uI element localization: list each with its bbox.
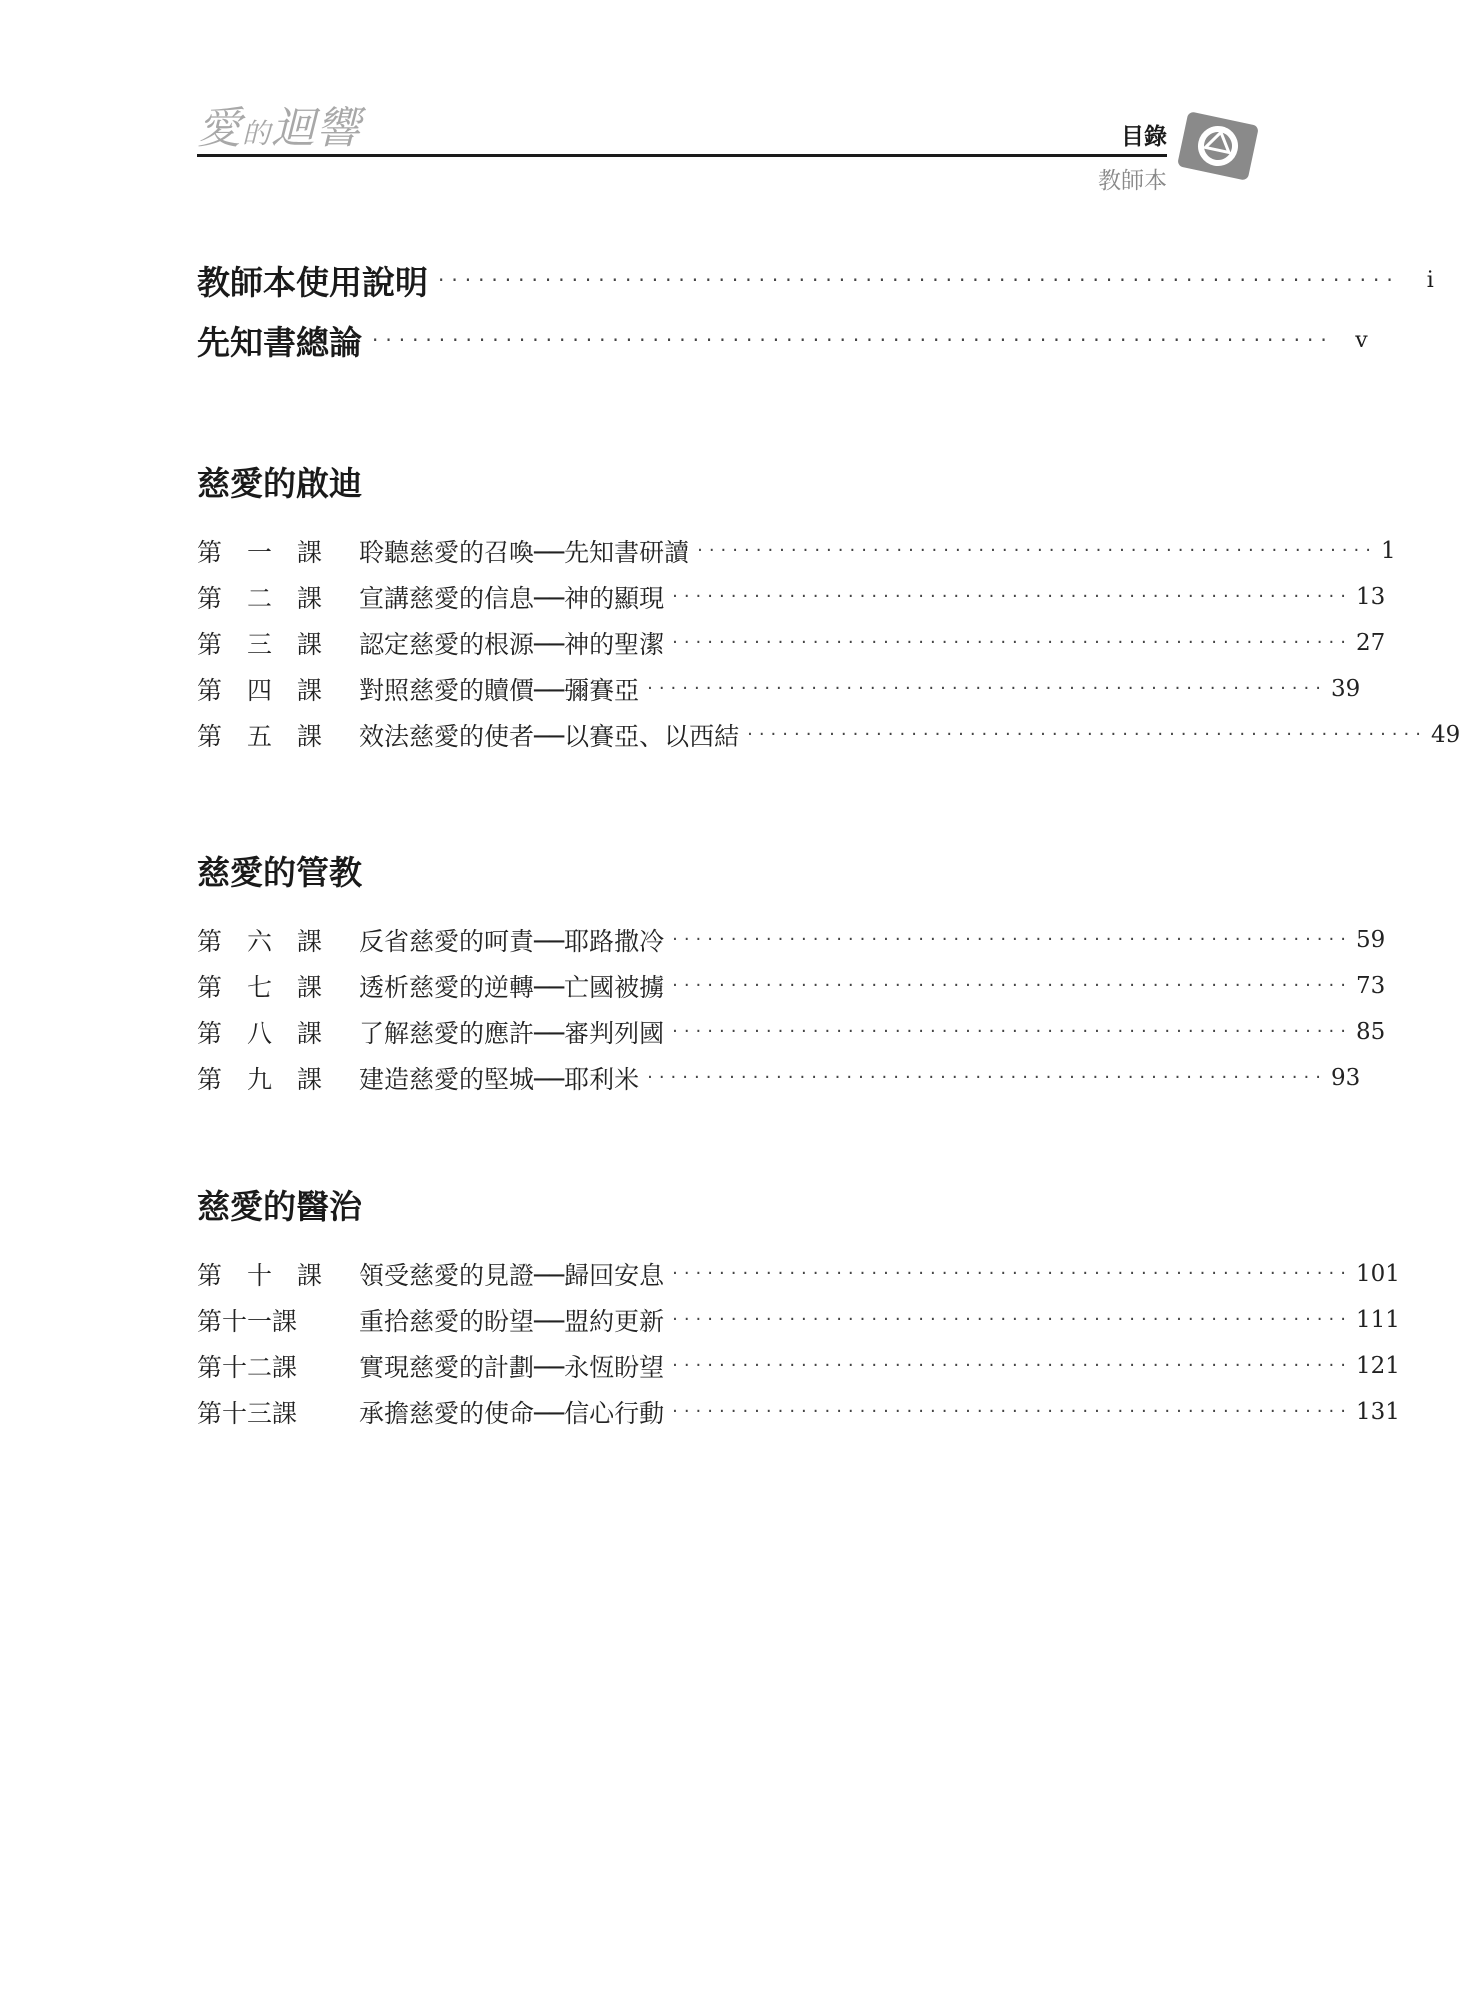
header-edition-label: 教師本 xyxy=(1098,168,1167,194)
lesson-title: 領受慈愛的見證──歸回安息 xyxy=(359,1261,665,1290)
lesson-row[interactable] xyxy=(197,528,1396,574)
dot-leader: ·························································· xyxy=(672,1309,1352,1330)
front-matter-title: 先知書總論 xyxy=(197,322,362,362)
lesson-row[interactable] xyxy=(197,1297,1400,1343)
lesson-page: 13 xyxy=(1355,584,1386,610)
toc-section xyxy=(197,1179,1400,1435)
front-matter-page: i xyxy=(1426,267,1434,293)
lesson-row[interactable] xyxy=(197,917,1386,963)
lesson-number: 第十二課 xyxy=(197,1353,298,1382)
lesson-number: 第 五 課 xyxy=(197,722,323,751)
front-matter-title: 教師本使用說明 xyxy=(197,262,428,302)
lesson-number: 第 八 課 xyxy=(197,1019,323,1048)
lesson-title: 了解慈愛的應許──審判列國 xyxy=(359,1019,665,1048)
lesson-page: 111 xyxy=(1355,1307,1400,1333)
lesson-page: 59 xyxy=(1355,927,1386,953)
book-title-small: 的 xyxy=(242,117,272,150)
lesson-row[interactable] xyxy=(197,1251,1400,1297)
dot-leader: ·························································· xyxy=(672,1263,1352,1284)
section-heading: 慈愛的醫治 xyxy=(197,1187,362,1226)
lesson-number: 第 十 課 xyxy=(197,1261,323,1290)
front-matter-row[interactable] xyxy=(197,310,1368,370)
lesson-title: 聆聽慈愛的召喚──先知書研讀 xyxy=(359,538,690,567)
book-title-rest: 迴響 xyxy=(271,103,362,154)
dot-leader: ·························································· xyxy=(647,1067,1327,1088)
lesson-row[interactable] xyxy=(197,1055,1361,1101)
dot-leader: ·························································· xyxy=(672,975,1352,996)
lesson-row[interactable] xyxy=(197,574,1386,620)
lesson-page: 1 xyxy=(1380,538,1396,564)
lesson-row[interactable] xyxy=(197,1389,1400,1435)
lesson-page: 49 xyxy=(1430,722,1460,748)
publisher-logo-icon xyxy=(1172,106,1264,186)
lesson-row[interactable] xyxy=(197,620,1386,666)
lesson-title: 宣講慈愛的信息──神的顯現 xyxy=(359,584,665,613)
lesson-row[interactable] xyxy=(197,1343,1400,1389)
section-heading: 慈愛的管教 xyxy=(197,853,362,892)
lesson-page: 39 xyxy=(1330,676,1361,702)
lesson-row[interactable] xyxy=(197,712,1460,758)
dot-leader: ·························································· xyxy=(672,1401,1352,1422)
toc-section xyxy=(197,845,1386,1101)
header-rule xyxy=(197,154,1167,157)
dot-leader: ·························································· xyxy=(747,724,1427,745)
lesson-page: 93 xyxy=(1330,1065,1361,1091)
lesson-row[interactable] xyxy=(197,666,1361,712)
lesson-row[interactable] xyxy=(197,1009,1386,1055)
book-title-main: 愛 xyxy=(197,103,242,154)
lesson-page: 73 xyxy=(1355,973,1386,999)
table-of-contents xyxy=(197,250,1460,1435)
front-matter-page: v xyxy=(1355,327,1368,353)
dot-leader: ·························································· xyxy=(672,1021,1352,1042)
dot-leader: ········································································ xyxy=(372,328,1334,352)
section-heading: 慈愛的啟迪 xyxy=(197,464,362,503)
dot-leader: ·························································· xyxy=(697,540,1377,561)
lesson-title: 透析慈愛的逆轉──亡國被擄 xyxy=(359,973,665,1002)
lesson-page: 121 xyxy=(1355,1353,1400,1379)
lesson-page: 27 xyxy=(1355,630,1386,656)
lesson-page: 131 xyxy=(1355,1399,1400,1425)
dot-leader: ·························································· xyxy=(647,678,1327,699)
lesson-title: 反省慈愛的呵責──耶路撒冷 xyxy=(359,927,665,956)
dot-leader: ·························································· xyxy=(672,632,1352,653)
book-title xyxy=(197,92,361,156)
lesson-number: 第十一課 xyxy=(197,1307,298,1336)
lesson-page: 101 xyxy=(1355,1261,1400,1287)
front-matter-row[interactable] xyxy=(197,250,1434,310)
lesson-number: 第 二 課 xyxy=(197,584,323,613)
dot-leader: ·························································· xyxy=(672,929,1352,950)
dot-leader: ········································································ xyxy=(438,268,1400,292)
lesson-title: 實現慈愛的計劃──永恆盼望 xyxy=(359,1353,665,1382)
lesson-title: 承擔慈愛的使命──信心行動 xyxy=(359,1399,665,1428)
lesson-number: 第 四 課 xyxy=(197,676,323,705)
lesson-title: 建造慈愛的堅城──耶利米 xyxy=(359,1065,640,1094)
lesson-title: 對照慈愛的贖價──彌賽亞 xyxy=(359,676,640,705)
lesson-number: 第十三課 xyxy=(197,1399,298,1428)
lesson-title: 認定慈愛的根源──神的聖潔 xyxy=(359,630,665,659)
lesson-page: 85 xyxy=(1355,1019,1386,1045)
lesson-number: 第 七 課 xyxy=(197,973,323,1002)
dot-leader: ·························································· xyxy=(672,1355,1352,1376)
lesson-number: 第 一 課 xyxy=(197,538,323,567)
lesson-row[interactable] xyxy=(197,963,1386,1009)
lesson-number: 第 六 課 xyxy=(197,927,323,956)
lesson-number: 第 三 課 xyxy=(197,630,323,659)
page-header xyxy=(197,92,1167,192)
header-section-label: 目錄 xyxy=(1121,124,1167,150)
lesson-title: 效法慈愛的使者──以賽亞、以西結 xyxy=(359,722,740,751)
toc-section xyxy=(197,456,1460,758)
dot-leader: ·························································· xyxy=(672,586,1352,607)
lesson-title: 重拾慈愛的盼望──盟約更新 xyxy=(359,1307,665,1336)
lesson-number: 第 九 課 xyxy=(197,1065,323,1094)
